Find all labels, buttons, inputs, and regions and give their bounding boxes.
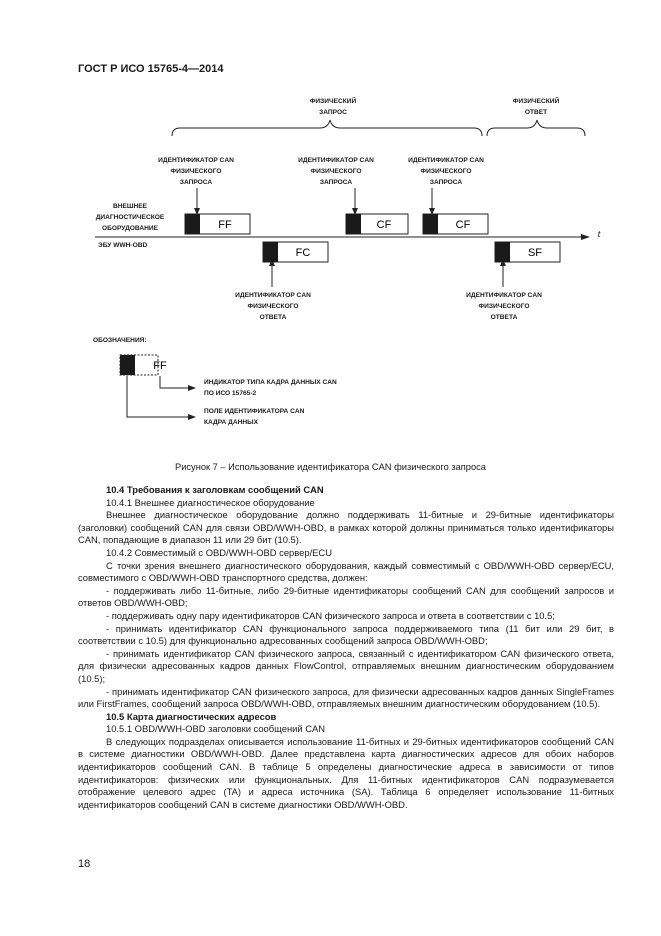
- legend-title: ОБОЗНАЧЕНИЯ:: [93, 337, 147, 344]
- brace-request-label: ФИЗИЧЕСКИЙ ЗАПРОС: [309, 98, 357, 116]
- ecu-label: ЭБУ WWH-OBD: [98, 242, 148, 249]
- svg-text:SF: SF: [527, 247, 543, 259]
- standard-header: ГОСТ Р ИСО 15765-4—2014: [78, 63, 224, 75]
- subsection-heading: 10.4.1 Внешнее диагностическое оборудование: [106, 496, 315, 508]
- list-item: - принимать идентификатор CAN физического запроса, связанный с идентификатором CAN физического ответа, для физически адресованных кадров данных FlowControl, отправляемых внешним диагностическим оборудованием (10.5);: [78, 647, 614, 684]
- figure-caption: Рисунок 7 – Использование идентификатора CAN физического запроса: [175, 462, 486, 472]
- svg-text:FF: FF: [153, 360, 167, 372]
- list-item: - принимать идентификатор CAN физического запроса, для физически адресованных кадров данных SingleFrames или FirstFrames, сообщений запроса OBD/WWH-OBD, отправляемых внешним диагностическим оборудованием (10.5).: [78, 685, 614, 710]
- time-axis-arrow: [581, 234, 590, 240]
- subsection-heading: 10.5.1 OBD/WWH-OBD заголовки сообщений CAN: [106, 723, 326, 735]
- legend-type-leader: [160, 376, 190, 388]
- subsection-heading: 10.4.2 Совместимый с OBD/WWH-OBD сервер/ECU: [106, 546, 332, 558]
- legend-frame-type-label: ИНДИКАТОР ТИПА КАДРА ДАННЫХ CAN ПО ИСО 15765-2: [204, 379, 337, 397]
- page-number: 18: [78, 858, 91, 870]
- svg-text:FF: FF: [218, 219, 232, 231]
- legend-id-field-label: ПОЛЕ ИДЕНТИФИКАТОРА CAN КАДРА ДАННЫХ: [204, 408, 305, 426]
- list-item: - поддерживать либо 11-битные, либо 29-битные идентификаторы сообщений CAN для сообщений запросов и ответов OBD/WWH-OBD;: [78, 584, 614, 609]
- section-heading-10-5: 10.5 Карта диагностических адресов: [106, 710, 277, 722]
- brace-request: [172, 120, 482, 136]
- frame-fc: [263, 242, 328, 262]
- list-item: - принимать идентификатор CAN функционального запроса поддерживаемого типа (11 бит или 29 бит, в соответствии с 10.5) для функционально адресованных сообщений запроса OBD/WWH-OBD;: [78, 622, 614, 647]
- paragraph: Внешнее диагностическое оборудование должно поддерживать 11-битные и 29-битные идентификаторы (заголовки) сообщений CAN для связи OBD/WWH-OBD, в рамках которой должны приниматься только идентификаторы CAN, попадающие в диапазон 11 или 29 бит (10.5).: [78, 509, 614, 546]
- id-response-label-1: ИДЕНТИФИКАТОР CAN ФИЗИЧЕСКОГО ОТВЕТА: [235, 292, 311, 321]
- paragraph: С точки зрения внешнего диагностического оборудования, каждый совместимый с OBD/WWH-OBD сервер/ECU, совместимого с OBD/WWH-OBD транспортного средства, должен:: [78, 559, 614, 584]
- paragraph: В следующих подразделах описывается использование 11-битных и 29-битных идентификаторов сообщений CAN в системе диагностики OBD/WWH-OBD. Далее представлена карта диагностических адресов для обоих наборов идентификаторов сообщений CAN. В таблице 5 определены диагностические адреса в зависимости от типов идентификаторов: физических или функциональных. Для 11-битных идентификаторов CAN подразумевается отображение целевого адрес (TA) и адреса источника (SA). Таблица 6 определяет использование 11-битных идентификаторов сообщений CAN в системе диагностики OBD/WWH-OBD.: [78, 735, 614, 810]
- brace-response-label: ФИЗИЧЕСКИЙ ОТВЕТ: [512, 98, 560, 116]
- external-equipment-label: ВНЕШНЕЕ ДИАГНОСТИЧЕСКОЕ ОБОРУДОВАНИЕ: [95, 203, 165, 232]
- id-request-label-2: ИДЕНТИФИКАТОР CAN ФИЗИЧЕСКОГО ЗАПРОСА: [298, 157, 374, 186]
- section-heading-10-4: 10.4 Требования к заголовкам сообщений CAN: [106, 484, 324, 495]
- brace-response: [487, 120, 585, 136]
- body-text: [78, 484, 614, 811]
- legend-frame: [120, 355, 167, 375]
- id-request-label-1: ИДЕНТИФИКАТОР CAN ФИЗИЧЕСКОГО ЗАПРОСА: [158, 157, 234, 186]
- svg-text:CF: CF: [376, 219, 392, 231]
- list-item: - поддерживать одну пару идентификаторов CAN физического запроса и ответа в соответствии с 10.5;: [106, 609, 555, 621]
- svg-text:FC: FC: [295, 247, 311, 259]
- legend-id-leader: [127, 376, 190, 417]
- frame-cf-2: [423, 214, 488, 234]
- frame-ff: [185, 214, 250, 234]
- frame-sf: [495, 242, 560, 262]
- id-request-label-3: ИДЕНТИФИКАТОР CAN ФИЗИЧЕСКОГО ЗАПРОСА: [408, 157, 484, 186]
- time-axis-label: t: [597, 229, 601, 239]
- frame-cf-1: [346, 214, 408, 234]
- svg-text:CF: CF: [455, 219, 471, 231]
- id-response-label-2: ИДЕНТИФИКАТОР CAN ФИЗИЧЕСКОГО ОТВЕТА: [466, 292, 542, 321]
